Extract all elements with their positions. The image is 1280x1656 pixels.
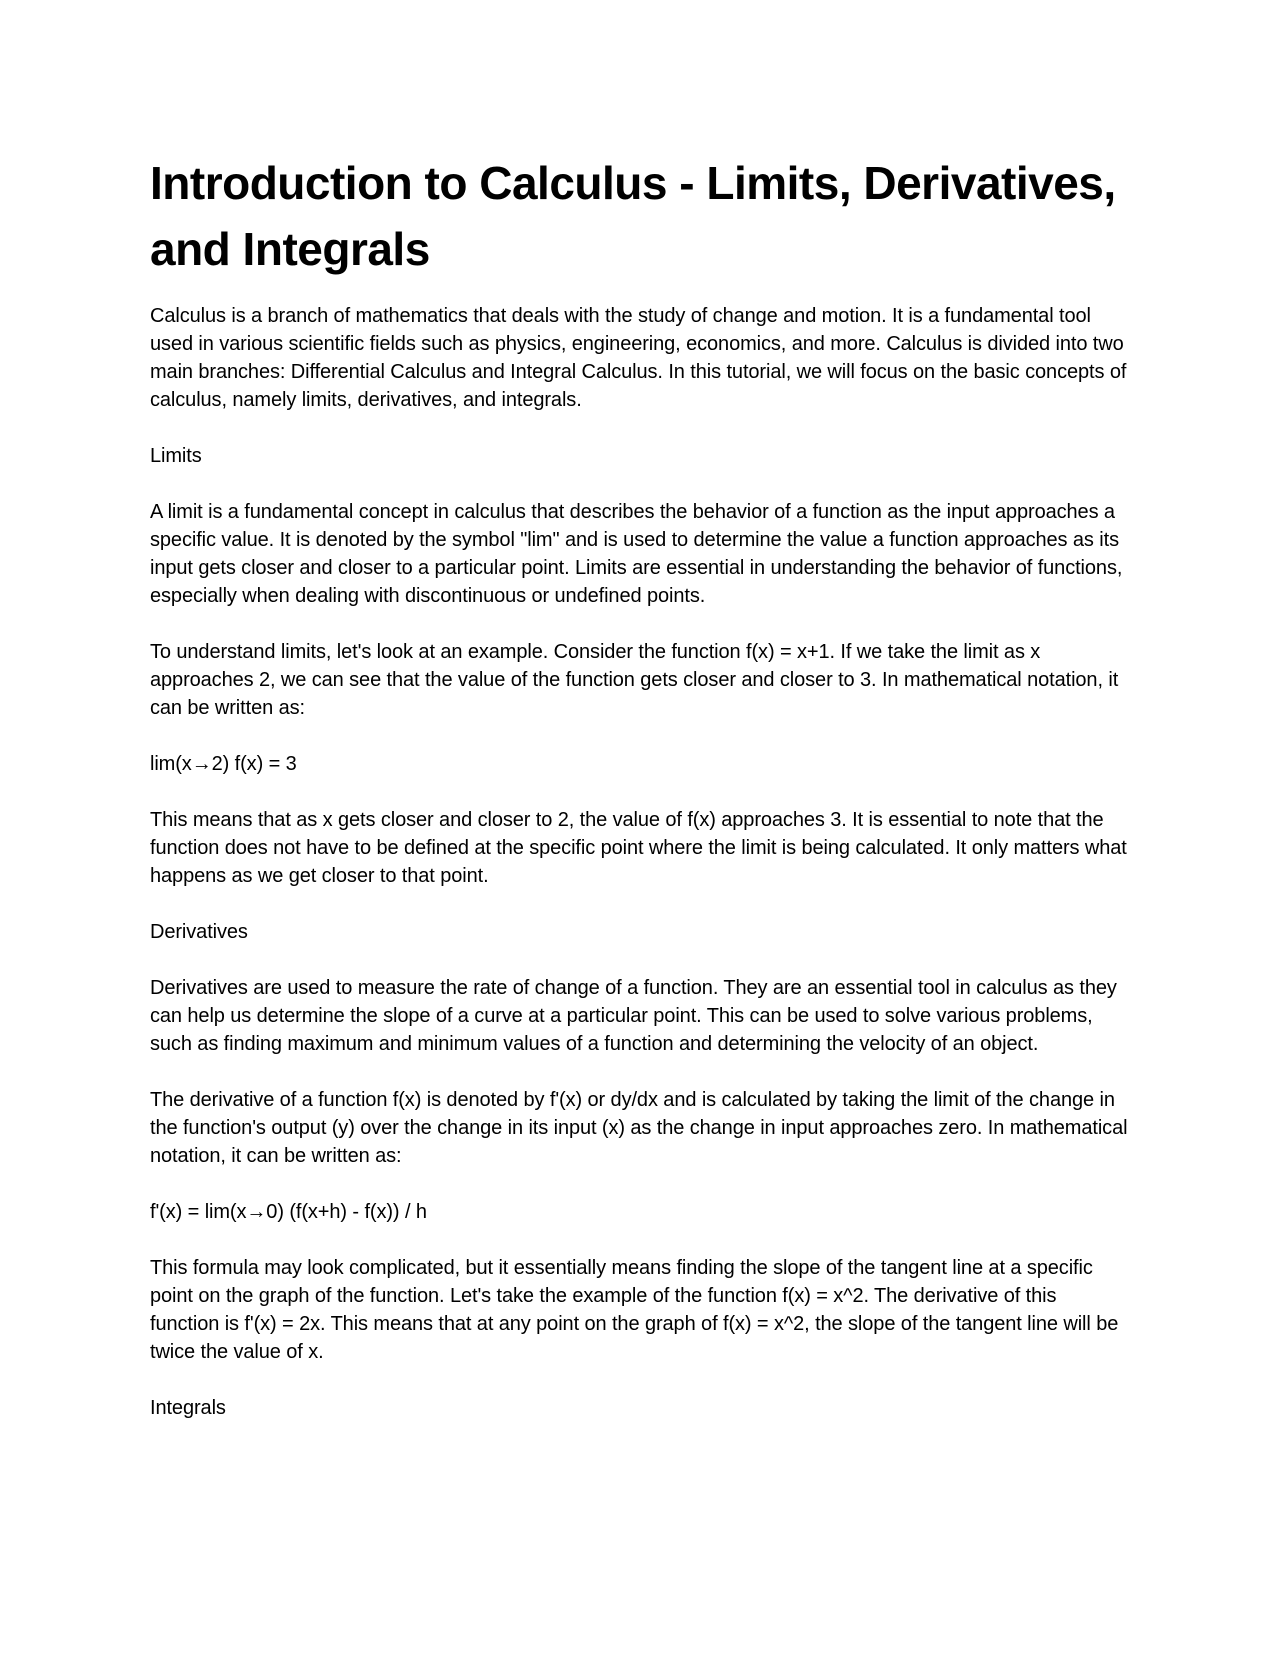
derivatives-example-paragraph: This formula may look complicated, but it essentially means finding the slope of the tangent line at a specific point on the graph of the function. Let's take the example of the function f(x) = x^2. The derivative of this function is f'(x) = 2x. This means that at any point on the graph of f(x) = x^2, the slope of the tangent line will be twice the value of x. [150,1257,1119,1363]
section-heading-integrals: Integrals [150,1397,226,1419]
section-heading-limits: Limits [150,445,202,467]
document-title: Introduction to Calculus - Limits, Derivatives, and Integrals [150,157,1116,275]
limits-definition-paragraph: A limit is a fundamental concept in calculus that describes the behavior of a function as the input approaches a specific value. It is denoted by the symbol "lim" and is used to determine the value a function approaches as its input gets closer and closer to a particular point. Limits are essential in understanding the behavior of functions, especially when dealing with discontinuous or undefined points. [150,501,1123,607]
limits-explanation-paragraph: This means that as x gets closer and closer to 2, the value of f(x) approaches 3. It is essential to note that the function does not have to be defined at the specific point where the limit is being calculated. It only matters what happens as we get closer to that point. [150,809,1127,887]
intro-paragraph: Calculus is a branch of mathematics that deals with the study of change and motion. It is a fundamental tool used in various scientific fields such as physics, engineering, economics, and more. Calculus is divided into two main branches: Differential Calculus and Integral Calculus. In this tutorial, we will focus on the basic concepts of calculus, namely limits, derivatives, and integrals. [150,305,1127,411]
derivatives-definition-paragraph: Derivatives are used to measure the rate of change of a function. They are an essential tool in calculus as they can help us determine the slope of a curve at a particular point. This can be used to solve various problems, such as finding maximum and minimum values of a function and determining the velocity of an object. [150,977,1117,1055]
limit-formula: lim(x→2) f(x) = 3 [150,753,297,775]
document-page [150,150,1130,1450]
derivative-formula: f'(x) = lim(x→0) (f(x+h) - f(x)) / h [150,1201,427,1223]
derivatives-notation-paragraph: The derivative of a function f(x) is denoted by f'(x) or dy/dx and is calculated by taking the limit of the change in the function's output (y) over the change in its input (x) as the change in input approaches zero. In mathematical notation, it can be written as: [150,1089,1128,1167]
section-heading-derivatives: Derivatives [150,921,248,943]
limits-example-paragraph: To understand limits, let's look at an example. Consider the function f(x) = x+1. If we take the limit as x approaches 2, we can see that the value of the function gets closer and closer to 3. In mathematical notation, it can be written as: [150,641,1119,719]
